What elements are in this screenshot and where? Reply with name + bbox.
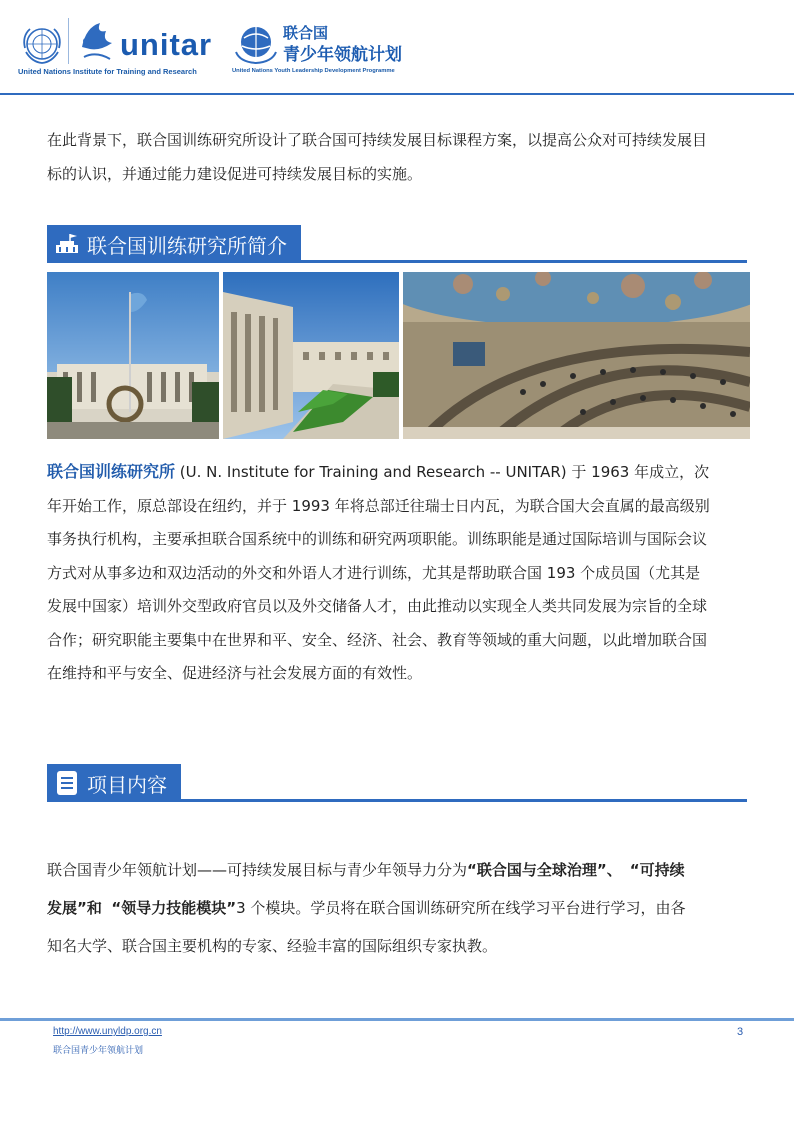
module-name: “领导力技能模块” (111, 899, 237, 917)
intro-line: 在此背景下，联合国训练研究所设计了联合国可持续发展目标课程方案，以提高公众对可持续发展目 (47, 131, 708, 149)
unitar-wordmark: unitar (120, 27, 213, 62)
separator: 、 (606, 861, 622, 879)
program-content-paragraph (47, 851, 747, 965)
footer-org-name: 联合国青少年领航计划 (53, 1046, 144, 1056)
building-flag-icon (47, 225, 87, 263)
header-rule (0, 93, 794, 95)
section-header-unitar (47, 225, 301, 263)
document-list-icon (47, 764, 87, 802)
paragraph-line: 年开始工作，原总部设在纽约，并于 1993 年将总部迁往瑞士日内瓦，为联合国大会直属的最高级别 (47, 496, 710, 515)
paragraph-line: 方式对从事多边和双边活动的外交和外语人才进行训练，尤其是帮助联合国 193 个成员国（尤其是 (47, 563, 701, 582)
youth-programme-globe-icon (232, 22, 280, 66)
section-rule (47, 799, 747, 802)
un-emblem-icon (20, 22, 64, 66)
paragraph-line (47, 455, 747, 490)
footer-rule (0, 1018, 794, 1021)
unitar-dove-icon (76, 17, 120, 63)
paragraph-text: (U. N. Institute for Training and Research -- UNITAR) 于 1963 年成立，次 (175, 463, 710, 481)
footer-website-link[interactable]: http://www.unyldp.org.cn (53, 1026, 162, 1037)
paragraph-text: 联合国青少年领航计划——可持续发展目标与青少年领导力分为 (47, 861, 468, 879)
paragraph-line: 在维持和平与安全、促进经济与社会发展方面的有效性。 (47, 664, 423, 682)
programme-name-line2: 青少年领航计划 (283, 45, 402, 65)
paragraph-line: 合作；研究职能主要集中在世界和平、安全、经济、社会、教育等领域的重大问题，以此增加联合国 (47, 630, 708, 649)
module-name: “可持续 (629, 861, 685, 879)
section-title: 项目内容 (87, 772, 167, 797)
module-name: 发展”和 (47, 899, 102, 917)
page-number: 3 (737, 1026, 744, 1038)
section-title: 联合国训练研究所简介 (87, 233, 287, 258)
paragraph-text: 3 个模块。学员将在联合国训练研究所在线学习平台进行学习，由各 (236, 899, 686, 917)
photo-palais-courtyard (223, 272, 399, 439)
paragraph-line (47, 889, 747, 927)
paragraph-line (47, 851, 747, 889)
paragraph-line: 事务执行机构，主要承担联合国系统中的训练和研究两项职能。训练职能是通过国际培训与国际会议 (47, 530, 708, 548)
unitar-highlight-name: 联合国训练研究所 (47, 462, 176, 481)
intro-line: 标的认识，并通过能力建设促进可持续发展目标的实施。 (47, 164, 423, 183)
photo-human-rights-council-chamber (403, 272, 750, 439)
un-institute-caption: United Nations Institute for Training and Research (18, 67, 197, 76)
module-name: “联合国与全球治理” (467, 861, 607, 879)
photo-un-flag-building (47, 272, 219, 439)
intro-paragraph (47, 124, 747, 191)
programme-name-line1: 联合国 (283, 24, 329, 42)
unitar-intro-paragraph (47, 455, 747, 691)
header-divider (68, 18, 69, 64)
programme-english-name: United Nations Youth Leadership Development Programme (232, 68, 395, 74)
section-rule (47, 260, 747, 263)
section-header-program-content (47, 764, 181, 802)
paragraph-line: 知名大学、联合国主要机构的专家、经验丰富的国际组织专家执教。 (47, 937, 498, 955)
paragraph-line: 发展中国家）培训外交型政府官员以及外交储备人才，由此推动以实现全人类共同发展为宗旨的全球 (47, 597, 708, 615)
header (0, 0, 794, 93)
